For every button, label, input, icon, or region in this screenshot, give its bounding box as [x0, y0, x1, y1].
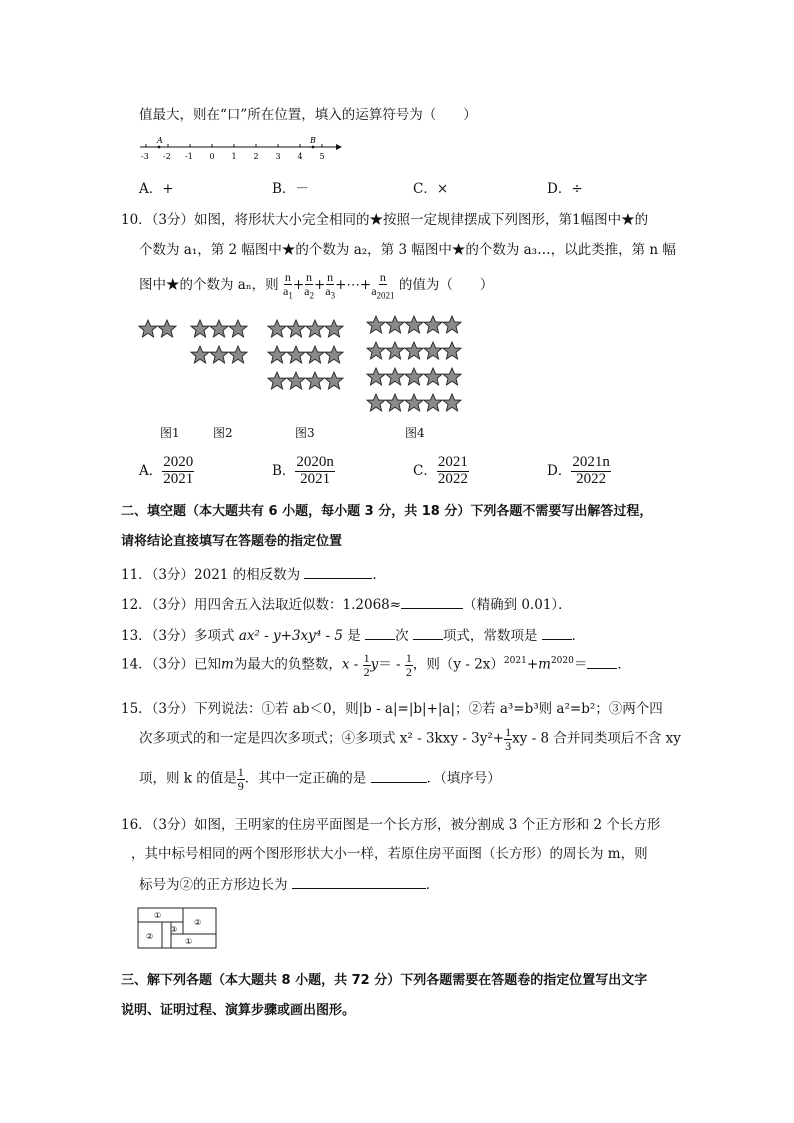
plan-label-1a: ①	[154, 911, 162, 920]
q11: 11．（3分）2021 的相反数为 ．	[121, 567, 386, 583]
q11-answer-blank[interactable]	[304, 566, 372, 579]
figure-label-2: 图2	[213, 426, 233, 440]
star-icon	[367, 342, 385, 359]
point-a	[158, 146, 161, 149]
number-line-tick-label: 0	[209, 152, 215, 161]
star-icon	[287, 372, 305, 389]
star-figures	[138, 312, 468, 422]
figure-label-4: 图4	[405, 426, 425, 440]
star-icon	[424, 316, 442, 333]
star-icon	[268, 346, 286, 363]
star-icon	[306, 320, 324, 337]
q10-option-d: D． $\frac{2021n}{2022}$	[547, 454, 610, 487]
q15-line3: 项，则 k 的值是 $\frac{1}{9}$ ．其中一定正确的是 ．（填序号）	[139, 765, 501, 793]
star-icon	[158, 320, 176, 337]
q10-line1: 10．（3分）如图，将形状大小完全相同的★按照一定规律摆成下列图形，第1幅图中★的	[121, 212, 649, 228]
star-icon	[268, 372, 286, 389]
star-icon	[367, 316, 385, 333]
q10-line3: 图中★的个数为 aₙ，则 $\frac{n}{a_1}$ + $\frac{n}{a_2}$ + $\frac{n}{a_3}$ +⋯+ $\frac{n}{a_{2021}}$ 的值为（ ）	[139, 270, 494, 300]
q14: 14．（3分）已知m为最大的负整数，x - $\frac{1}{2}$ y＝ - $\frac{1}{2}$ ，则$(y - 2x)^{2021}+m^{2020}=$ ．	[121, 651, 631, 679]
sum-term-1: $\frac{n}{a_1}$	[282, 270, 293, 300]
section3-heading-line1: 三、解下列各题（本大题共 8 小题，共 72 分）下列各题需要在答题卷的指定位置写出文字	[121, 973, 648, 988]
q15-line2: 次多项式的和一定是四次多项式；④多项式 x² - 3kxy - 3y²+ $\frac{1}{3}$ xy - 8 合并同类项后不含 xy	[139, 725, 681, 753]
q16-line2: ，其中标号相同的两个图形形状大小一样，若原住房平面图（长方形）的周长为 m，则	[131, 846, 648, 862]
q10-option-a: A． $\frac{2020}{2021}$	[139, 454, 194, 487]
number-line-tick-label: 4	[297, 152, 303, 161]
star-icon	[139, 320, 157, 337]
section2-heading-line2: 请将结论直接填写在答题卷的指定位置	[121, 534, 343, 549]
number-line-tick-label: 3	[275, 152, 281, 161]
star-icon	[367, 394, 385, 411]
plan-label-2a: ②	[194, 918, 202, 927]
sum-term-2021: $\frac{n}{a_{2021}}$	[371, 270, 395, 300]
star-icon	[210, 320, 228, 337]
star-icon	[386, 394, 404, 411]
star-icon	[443, 394, 461, 411]
number-line	[136, 134, 346, 164]
star-icon	[306, 372, 324, 389]
point-a-label: A	[157, 136, 163, 145]
star-icon	[191, 320, 209, 337]
star-icon	[424, 342, 442, 359]
q9-line1: 值最大，则在“口”所在位置，填入的运算符号为（ ）	[139, 107, 477, 123]
star-icon	[325, 320, 343, 337]
section3-heading-line2: 说明、证明过程、演算步骤或画出图形。	[121, 1003, 356, 1018]
number-line-tick-label: 1	[231, 152, 237, 161]
star-icon	[405, 316, 423, 333]
star-icon	[325, 372, 343, 389]
star-icon	[191, 346, 209, 363]
q16-line1: 16．（3分）如图，王明家的住房平面图是一个长方形，被分割成 3 个正方形和 2 个长方形	[121, 817, 661, 833]
q15-answer-blank[interactable]	[371, 770, 427, 783]
star-icon	[229, 346, 247, 363]
q9-option-d: D．÷	[547, 181, 583, 197]
star-icon	[386, 342, 404, 359]
number-line-tick-label: -3	[141, 152, 149, 161]
star-icon	[443, 316, 461, 333]
star-icon	[229, 320, 247, 337]
sum-term-3: $\frac{n}{a_3}$	[325, 270, 336, 300]
sum-term-2: $\frac{n}{a_2}$	[304, 270, 314, 300]
star-icon	[386, 316, 404, 333]
number-line-tick-label: -2	[163, 152, 171, 161]
q13-blank-constant[interactable]	[542, 627, 572, 640]
star-icon	[424, 394, 442, 411]
q13: 13．（3分）多项式 ax² - y+3xy⁴ - 5 是 次 项式，常数项是 ．	[121, 628, 586, 644]
star-icon	[210, 346, 228, 363]
q10-option-c: C． $\frac{2021}{2022}$	[413, 454, 468, 487]
star-icon	[268, 320, 286, 337]
star-icon	[367, 368, 385, 385]
q13-blank-terms[interactable]	[413, 627, 443, 640]
star-icon	[405, 368, 423, 385]
plan-label-1b: ①	[185, 937, 193, 946]
plan-label-3: ③	[170, 925, 178, 934]
number-line-tick-label: 5	[319, 152, 325, 161]
star-icon	[306, 346, 324, 363]
q10-line2: 个数为 a₁，第 2 幅图中★的个数为 a₂，第 3 幅图中★的个数为 a₃…，以此类推，第 n 幅	[139, 242, 676, 258]
q15-line1: 15．（3分）下列说法：①若 ab＜0，则|b - a|=|b|+|a|；②若 a³=b³则 a²=b²；③两个四	[121, 701, 663, 717]
number-line-tick-label: -1	[185, 152, 193, 161]
star-icon	[424, 368, 442, 385]
q9-option-a: A．+	[139, 181, 174, 197]
floor-plan-diagram	[137, 907, 219, 951]
figure-label-1: 图1	[160, 426, 180, 440]
plan-label-2b: ②	[146, 932, 154, 941]
figure-label-3: 图3	[295, 426, 315, 440]
q10-line3-pre: 图中★的个数为 aₙ，则	[139, 277, 279, 294]
star-icon	[287, 346, 305, 363]
q10-line3-post: 的值为（ ）	[398, 277, 494, 294]
q9-option-c: C．×	[413, 181, 449, 197]
section2-heading-line1: 二、填空题（本大题共有 6 小题，每小题 3 分，共 18 分）下列各题不需要写出解答过程，	[121, 504, 653, 519]
q12: 12．（3分）用四舍五入法取近似数：1.2068≈ （精确到 0.01）．	[121, 597, 572, 613]
star-icon	[443, 342, 461, 359]
q9-option-b: B．－	[272, 181, 309, 197]
q13-blank-degree[interactable]	[365, 627, 395, 640]
star-icon	[405, 394, 423, 411]
q16-answer-blank[interactable]	[292, 876, 426, 889]
point-b	[312, 146, 315, 149]
point-b-label: B	[310, 136, 316, 145]
star-icon	[443, 368, 461, 385]
q14-answer-blank[interactable]	[587, 656, 617, 669]
q16-line3: 标号为②的正方形边长为 ．	[139, 877, 440, 893]
q12-answer-blank[interactable]	[401, 596, 463, 609]
q10-option-b: B． $\frac{2020n}{2021}$	[272, 454, 334, 487]
star-icon	[386, 368, 404, 385]
number-line-tick-label: 2	[253, 152, 259, 161]
star-icon	[325, 346, 343, 363]
star-icon	[405, 342, 423, 359]
star-icon	[287, 320, 305, 337]
